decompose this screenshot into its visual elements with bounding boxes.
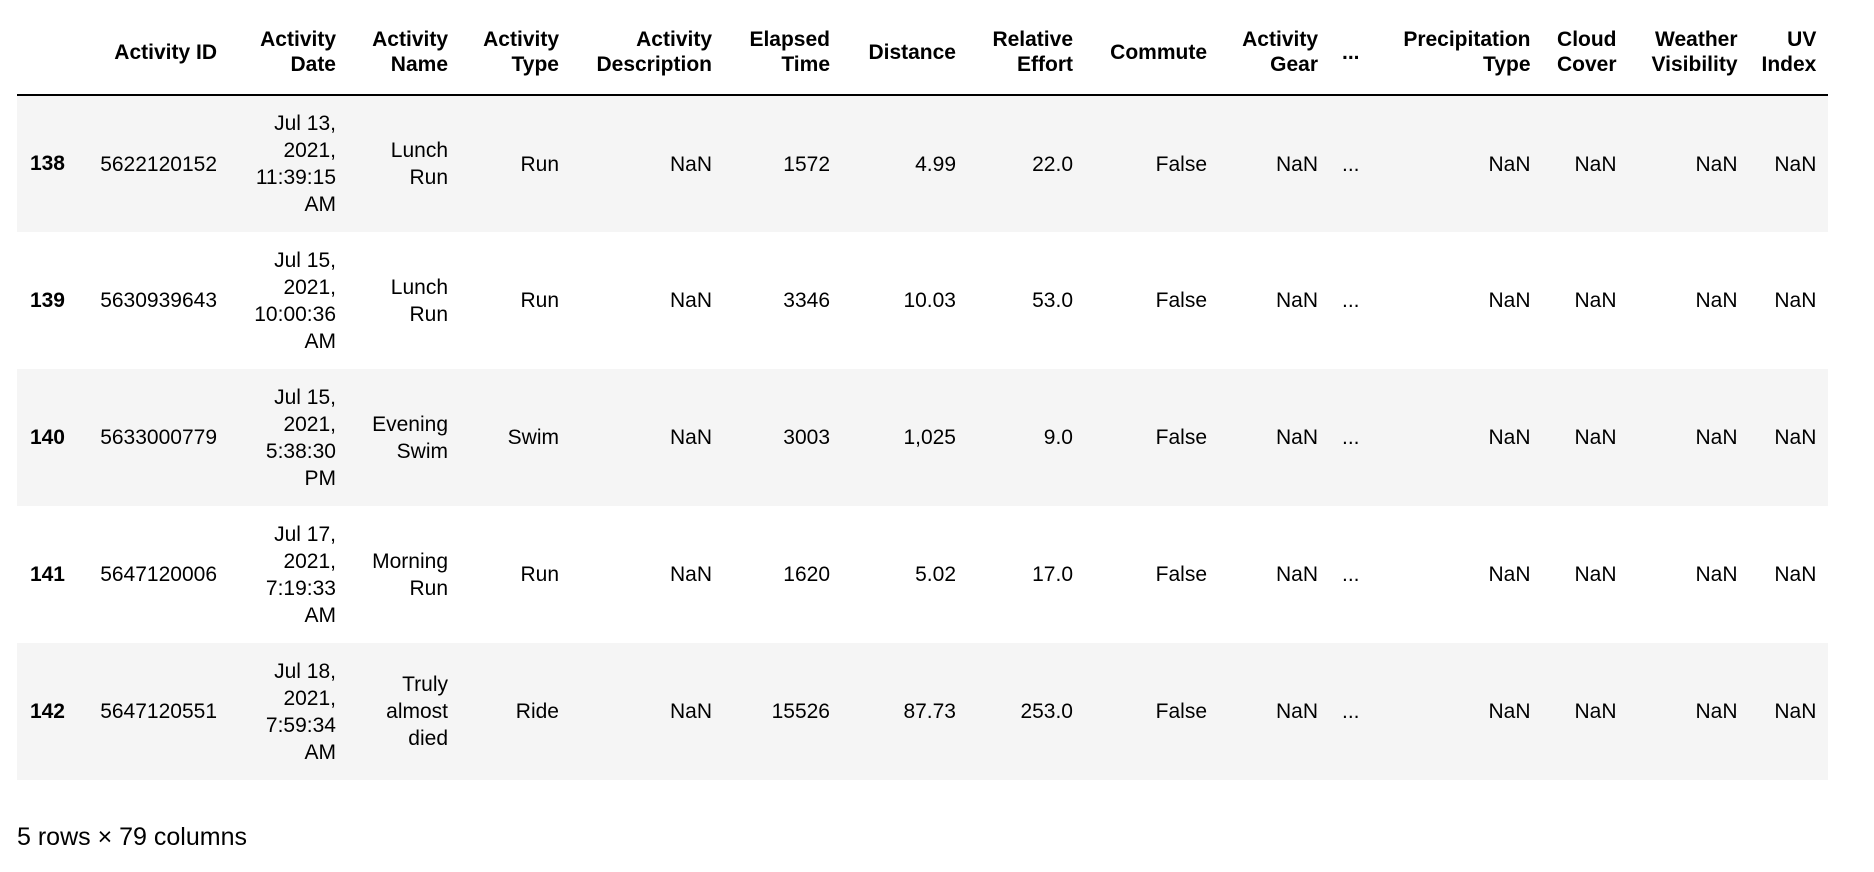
cell-ellipsis: ... <box>1342 426 1360 449</box>
cell-ellipsis: ... <box>1342 289 1360 312</box>
cell-relative-effort: 9.0 <box>1043 426 1073 449</box>
dataframe-shape-summary: 5 rows × 79 columns <box>17 823 247 851</box>
header-cell-cloud-cover: Cloud Cover <box>1543 10 1629 95</box>
cell-precipitation-type: NaN <box>1488 152 1531 176</box>
cell-commute: False <box>1155 426 1207 449</box>
cell-distance: 5.02 <box>915 563 956 586</box>
cell-activity-date: Jul 15, 2021, 10:00:36 AM <box>254 248 336 353</box>
cell-activity-name: Lunch Run <box>390 275 448 326</box>
cell-activity-type: Run <box>520 152 559 176</box>
cell-relative-effort: 53.0 <box>1032 289 1073 312</box>
header-cell-index <box>17 10 77 95</box>
cell-activity-type: Ride <box>515 700 559 723</box>
header-cell-ellipsis: ... <box>1330 10 1372 95</box>
cell-weather-visibility: NaN <box>1695 700 1738 723</box>
header-row <box>17 10 1828 95</box>
cell-activity-name: Lunch Run <box>390 139 448 189</box>
cell-activity-gear: NaN <box>1275 563 1318 586</box>
cell-precipitation-type: NaN <box>1488 563 1531 586</box>
table-row <box>17 232 1828 369</box>
row-index: 139 <box>29 288 65 312</box>
cell-uv-index: NaN <box>1774 700 1817 723</box>
cell-activity-type: Run <box>520 563 559 586</box>
cell-ellipsis: ... <box>1342 152 1360 176</box>
cell-activity-name: Evening Swim <box>372 412 448 463</box>
table-row <box>17 506 1828 643</box>
cell-elapsed-time: 3003 <box>783 426 830 449</box>
row-index: 140 <box>29 425 65 449</box>
cell-activity-date: Jul 15, 2021, 5:38:30 PM <box>265 385 336 490</box>
header-cell-commute: Commute <box>1085 10 1219 95</box>
row-index: 142 <box>29 699 65 723</box>
header-cell-elapsed-time: Elapsed Time <box>724 10 842 95</box>
cell-precipitation-type: NaN <box>1488 700 1531 723</box>
cell-activity-name: Truly almost died <box>386 673 448 750</box>
cell-ellipsis: ... <box>1342 700 1360 723</box>
header-cell-activity-name: Activity Name <box>348 10 460 95</box>
cell-activity-date: Jul 17, 2021, 7:19:33 AM <box>265 522 336 627</box>
cell-activity-type: Run <box>520 289 559 312</box>
cell-elapsed-time: 15526 <box>771 700 830 723</box>
cell-activity-description: NaN <box>669 426 712 449</box>
cell-weather-visibility: NaN <box>1695 289 1738 312</box>
header-cell-precipitation-type: Precipitation Type <box>1372 10 1543 95</box>
header-cell-activity-gear: Activity Gear <box>1219 10 1330 95</box>
cell-activity-gear: NaN <box>1275 152 1318 176</box>
cell-relative-effort: 17.0 <box>1032 563 1073 586</box>
header-cell-activity-id: Activity ID <box>77 10 229 95</box>
cell-cloud-cover: NaN <box>1574 426 1617 449</box>
cell-activity-gear: NaN <box>1275 700 1318 723</box>
dataframe-table <box>17 10 1828 780</box>
cell-distance: 1,025 <box>903 426 956 449</box>
cell-activity-id: 5633000779 <box>100 426 217 449</box>
header-cell-activity-type: Activity Type <box>460 10 571 95</box>
cell-uv-index: NaN <box>1774 563 1817 586</box>
cell-uv-index: NaN <box>1774 426 1817 449</box>
cell-cloud-cover: NaN <box>1574 152 1617 176</box>
cell-activity-id: 5647120006 <box>100 563 217 586</box>
table-row <box>17 643 1828 780</box>
cell-activity-gear: NaN <box>1275 289 1318 312</box>
cell-cloud-cover: NaN <box>1574 563 1617 586</box>
cell-activity-description: NaN <box>669 152 712 176</box>
cell-commute: False <box>1155 700 1207 723</box>
row-index: 138 <box>29 152 65 175</box>
header-cell-distance: Distance <box>842 10 968 95</box>
cell-activity-description: NaN <box>669 289 712 312</box>
cell-cloud-cover: NaN <box>1574 289 1617 312</box>
cell-activity-id: 5630939643 <box>100 289 217 312</box>
cell-commute: False <box>1155 152 1207 176</box>
cell-precipitation-type: NaN <box>1488 289 1531 312</box>
cell-distance: 10.03 <box>903 289 956 312</box>
cell-activity-id: 5647120551 <box>100 700 217 723</box>
cell-elapsed-time: 3346 <box>783 289 830 312</box>
cell-distance: 87.73 <box>903 700 956 723</box>
cell-distance: 4.99 <box>915 152 956 176</box>
table-row <box>17 369 1828 506</box>
cell-relative-effort: 22.0 <box>1032 152 1073 176</box>
header-cell-activity-date: Activity Date <box>229 10 348 95</box>
cell-weather-visibility: NaN <box>1695 426 1738 449</box>
cell-activity-description: NaN <box>669 700 712 723</box>
cell-activity-date: Jul 13, 2021, 11:39:15 AM <box>255 112 336 216</box>
header-cell-uv-index: UV Index <box>1750 10 1829 95</box>
cell-weather-visibility: NaN <box>1695 563 1738 586</box>
cell-activity-type: Swim <box>507 426 559 449</box>
cell-uv-index: NaN <box>1774 152 1817 176</box>
header-cell-activity-description: Activity Description <box>571 10 724 95</box>
cell-relative-effort: 253.0 <box>1020 700 1073 723</box>
cell-precipitation-type: NaN <box>1488 426 1531 449</box>
cell-activity-gear: NaN <box>1275 426 1318 449</box>
cell-activity-description: NaN <box>669 563 712 586</box>
cell-elapsed-time: 1572 <box>783 152 830 176</box>
row-index: 141 <box>29 562 65 586</box>
cell-commute: False <box>1155 563 1207 586</box>
cell-activity-date: Jul 18, 2021, 7:59:34 AM <box>265 659 336 764</box>
header-cell-weather-visibility: Weather Visibility <box>1629 10 1750 95</box>
cell-ellipsis: ... <box>1342 563 1360 586</box>
cell-activity-id: 5622120152 <box>100 152 217 176</box>
cell-commute: False <box>1155 289 1207 312</box>
table-body <box>17 95 1828 780</box>
cell-weather-visibility: NaN <box>1695 152 1738 176</box>
cell-activity-name: Morning Run <box>372 549 448 600</box>
cell-uv-index: NaN <box>1774 289 1817 312</box>
table-header <box>17 10 1828 95</box>
cell-cloud-cover: NaN <box>1574 700 1617 723</box>
dataframe-output <box>17 10 1874 780</box>
cell-elapsed-time: 1620 <box>783 563 830 586</box>
table-row <box>17 95 1828 232</box>
header-cell-relative-effort: Relative Effort <box>968 10 1085 95</box>
